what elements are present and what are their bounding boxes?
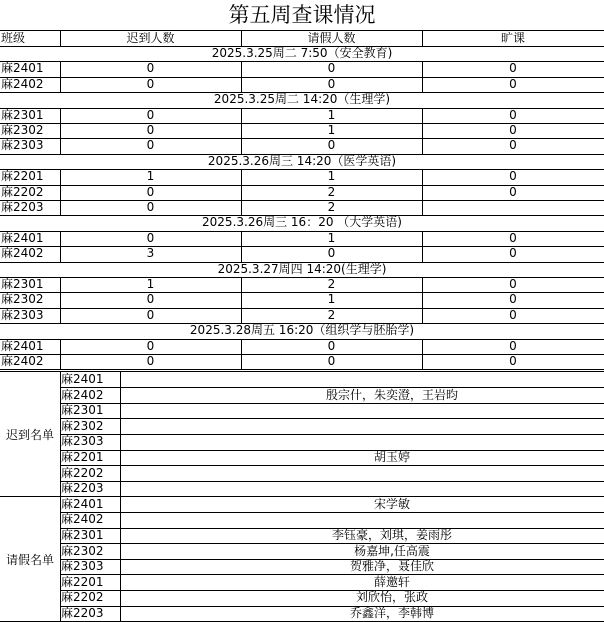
header-leave: 请假人数: [307, 31, 356, 45]
column-divider: [60, 497, 61, 622]
absent-count: 0: [509, 107, 517, 122]
name-list-row: [60, 575, 604, 591]
list-names: 宋学敏: [373, 496, 410, 511]
list-names: 胡玉婷: [373, 450, 410, 464]
column-divider: [60, 372, 61, 497]
absent-count: 0: [509, 138, 517, 153]
session-header: 2025.3.26周三 16：20 （大学英语): [0, 215, 604, 231]
list-names: 杨嘉坤,任高震: [354, 543, 430, 558]
leave-count: 0: [327, 354, 336, 368]
late-count: 0: [146, 338, 155, 353]
name-list-row: [60, 544, 604, 560]
leave-count: 1: [327, 230, 336, 245]
leave-count: 2: [327, 200, 336, 214]
late-count: 3: [146, 246, 155, 261]
column-divider: [422, 108, 423, 154]
list-class: 麻2401: [61, 372, 104, 386]
late-count: 1: [146, 277, 155, 291]
leave-list-label: 请假名单: [5, 553, 54, 568]
column-divider: [120, 497, 121, 622]
list-names: 乔鑫洋，李韩博: [349, 606, 434, 620]
name-list-row: [60, 466, 604, 482]
name-list-row: [60, 590, 604, 606]
column-divider: [422, 30, 423, 46]
column-divider: [422, 339, 423, 370]
name-list-row: [60, 481, 604, 497]
column-divider: [60, 277, 61, 323]
leave-count: 2: [327, 184, 336, 199]
session-header: 2025.3.26周三 14:20（医学英语): [0, 154, 604, 170]
list-class: 麻2301: [61, 403, 104, 418]
late-count: 0: [146, 107, 155, 122]
leave-count: 0: [327, 246, 336, 261]
table-row: [0, 354, 604, 370]
table-row: [0, 308, 604, 324]
column-divider: [60, 61, 61, 92]
class-cell: 麻2302: [1, 292, 44, 307]
class-cell: 麻2202: [1, 184, 44, 199]
absent-count: [422, 200, 604, 215]
session-header: 2025.3.27周四 14:20(生理学): [0, 262, 604, 278]
column-divider: [60, 169, 61, 215]
name-list-row: [60, 388, 604, 404]
table-row: [0, 61, 604, 77]
column-divider: [60, 231, 61, 262]
class-cell: 麻2303: [1, 307, 44, 322]
late-count: 0: [146, 123, 155, 137]
list-names: 刘欣怡，张政: [355, 590, 428, 605]
column-divider: [422, 231, 423, 262]
late-count: 0: [146, 184, 155, 199]
name-list-row: [60, 403, 604, 419]
absent-count: 0: [509, 123, 517, 137]
list-class: 麻2302: [61, 418, 104, 433]
list-class: 麻2202: [61, 465, 104, 480]
table-row: [0, 138, 604, 154]
class-cell: 麻2401: [1, 338, 44, 353]
name-list-row: [60, 434, 604, 450]
late-count: 0: [146, 292, 155, 307]
late-list-label: 迟到名单: [5, 428, 54, 443]
column-divider: [241, 61, 242, 92]
column-divider: [60, 108, 61, 154]
header-class: 班级: [1, 31, 26, 45]
header-absent: 旷课: [500, 31, 525, 45]
class-cell: 麻2402: [1, 354, 44, 368]
name-list-row: [60, 512, 604, 528]
list-names: 薛邀轩: [373, 574, 410, 589]
absent-count: 0: [509, 338, 517, 353]
table-row: [0, 200, 604, 216]
leave-count: 1: [327, 107, 336, 122]
session-header: 2025.3.25周二 7:50（安全教育): [0, 46, 604, 62]
list-class: 麻2303: [61, 434, 104, 449]
late-count: 0: [146, 307, 155, 322]
name-list-row: [60, 419, 604, 435]
leave-count: 0: [327, 338, 336, 353]
list-class: 麻2303: [61, 559, 104, 574]
table-row: [0, 123, 604, 139]
column-divider: [241, 231, 242, 262]
late-count: 0: [146, 354, 155, 368]
table-header: [0, 30, 604, 47]
name-list-row: [60, 497, 604, 513]
list-class: 麻2201: [61, 450, 104, 464]
list-class: 麻2201: [61, 574, 104, 589]
name-list-row: [60, 606, 604, 622]
name-list-row: [60, 450, 604, 466]
absent-count: 0: [509, 169, 517, 184]
column-divider: [60, 30, 61, 46]
column-divider: [241, 339, 242, 370]
list-names: 贺雅净，聂佳欣: [349, 559, 434, 574]
absent-count: 0: [509, 354, 517, 368]
list-names: 殷宗什，朱奕澄，王岩昀: [325, 387, 458, 402]
late-count: 0: [146, 76, 155, 91]
table-row: [0, 246, 604, 262]
absent-count: 0: [509, 76, 517, 91]
column-divider: [120, 372, 121, 497]
list-class: 麻2401: [61, 496, 104, 511]
column-divider: [422, 277, 423, 323]
column-divider: [422, 61, 423, 92]
table-row: [0, 77, 604, 93]
list-class: 麻2203: [61, 481, 104, 496]
leave-count: 0: [327, 138, 336, 153]
leave-count: 1: [327, 123, 336, 137]
table-row: [0, 108, 604, 124]
class-cell: 麻2201: [1, 169, 44, 184]
absent-count: 0: [509, 230, 517, 245]
column-divider: [241, 30, 242, 46]
list-class: 麻2203: [61, 606, 104, 620]
table-row: [0, 339, 604, 355]
list-class: 麻2302: [61, 543, 104, 558]
leave-count: 0: [327, 61, 336, 76]
name-list-row: [60, 528, 604, 544]
list-class: 麻2301: [61, 528, 104, 542]
late-count: 0: [146, 138, 155, 153]
leave-count: 1: [327, 292, 336, 307]
table-row: [0, 292, 604, 308]
list-names: 李钰豪，刘琪，姜雨彤: [331, 528, 452, 542]
absent-count: 0: [509, 61, 517, 76]
absent-count: 0: [509, 307, 517, 322]
absent-count: 0: [509, 184, 517, 199]
header-late: 迟到人数: [126, 31, 175, 45]
column-divider: [241, 169, 242, 215]
table-row: [0, 277, 604, 293]
late-count: 1: [146, 169, 155, 184]
leave-count: 2: [327, 277, 336, 291]
column-divider: [422, 169, 423, 215]
absent-count: 0: [509, 277, 517, 291]
class-cell: 麻2402: [1, 76, 44, 91]
group-divider: [0, 371, 604, 372]
class-cell: 麻2301: [1, 277, 44, 291]
late-count: 0: [146, 200, 155, 214]
class-cell: 麻2301: [1, 107, 44, 122]
name-list-row: [60, 559, 604, 575]
class-cell: 麻2401: [1, 61, 44, 76]
session-header: 2025.3.28周五 16:20（组织学与胚胎学): [0, 323, 604, 339]
list-class: 麻2402: [61, 512, 104, 527]
leave-count: 1: [327, 169, 336, 184]
leave-count: 0: [327, 76, 336, 91]
table-row: [0, 185, 604, 201]
absent-count: 0: [509, 292, 517, 307]
class-cell: 麻2401: [1, 230, 44, 245]
page-title: 第五周查课情况: [228, 3, 376, 27]
class-cell: 麻2203: [1, 200, 44, 214]
class-cell: 麻2303: [1, 138, 44, 153]
column-divider: [241, 277, 242, 323]
late-count: 0: [146, 230, 155, 245]
name-list-row: [60, 372, 604, 388]
list-class: 麻2202: [61, 590, 104, 605]
class-cell: 麻2302: [1, 123, 44, 137]
list-class: 麻2402: [61, 387, 104, 402]
class-cell: 麻2402: [1, 246, 44, 261]
table-row: [0, 231, 604, 247]
table-row: [0, 169, 604, 185]
session-header: 2025.3.25周二 14:20（生理学): [0, 92, 604, 108]
absent-count: 0: [509, 246, 517, 261]
column-divider: [60, 339, 61, 370]
leave-count: 2: [327, 307, 336, 322]
column-divider: [241, 108, 242, 154]
late-count: 0: [146, 61, 155, 76]
